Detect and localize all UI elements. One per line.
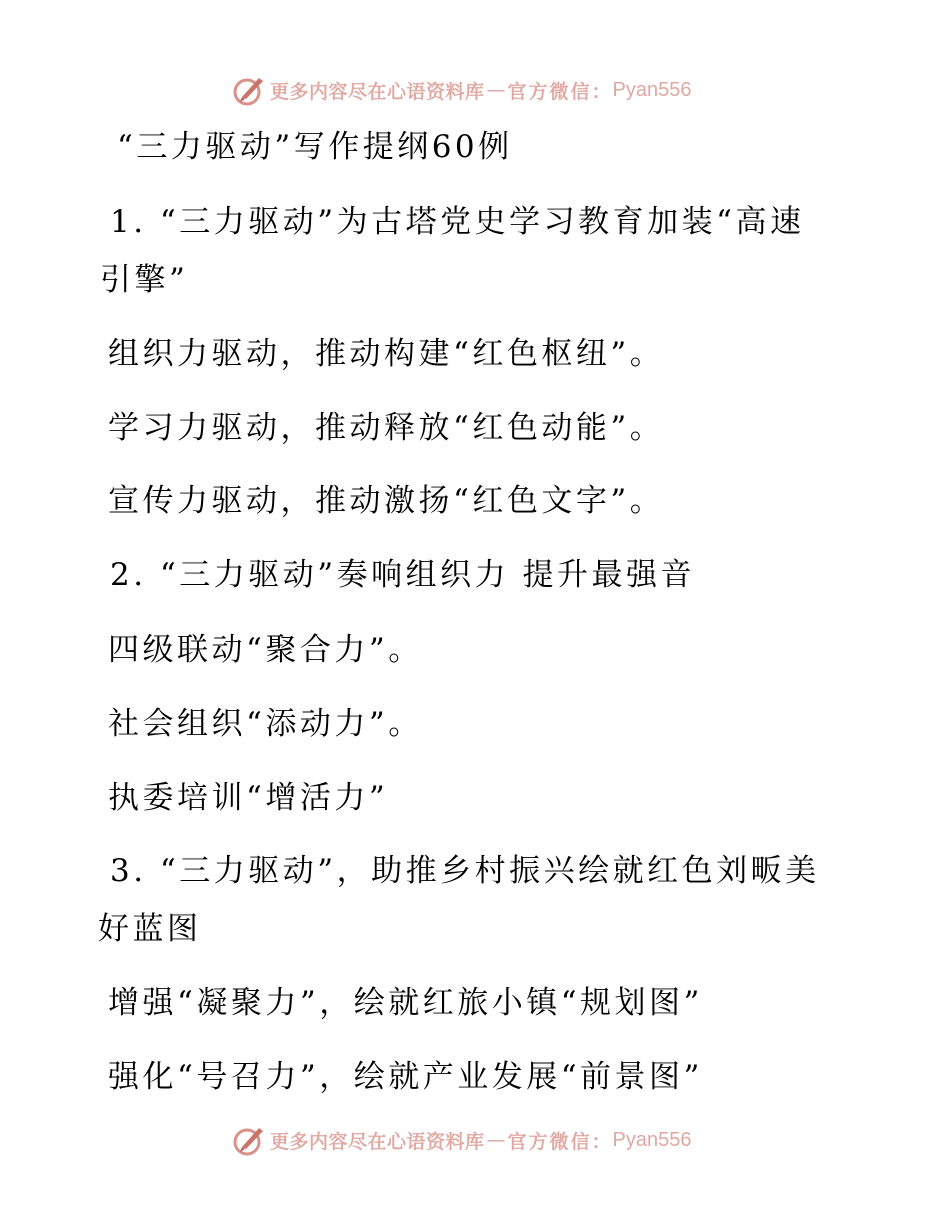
text-line: 宣传力驱动，推动激扬“红色文字”。 — [108, 483, 665, 519]
watermark-dash: — — [486, 79, 506, 101]
watermark-banner-top — [232, 70, 732, 110]
quill-pen-circle-icon — [232, 1123, 266, 1157]
watermark-wechat-id: Pyan556 — [612, 1128, 692, 1151]
watermark-dash: — — [486, 1129, 506, 1151]
text-line: 执委培训“增活力” — [108, 780, 389, 816]
watermark-brand-text: 更多内容尽在心语资料库 — [270, 80, 485, 103]
text-line: 社会组织“添动力”。 — [108, 706, 423, 742]
watermark-wechat-label: 官方微信： — [507, 80, 613, 103]
watermark-wechat-id: Pyan556 — [612, 78, 692, 101]
text-line: 3. “三力驱动”，助推乡村振兴绘就红色刘畈美 — [110, 853, 820, 889]
text-line: 引擎” — [100, 262, 189, 298]
text-line: 1. “三力驱动”为古塔党史学习教育加装“高速 — [110, 204, 805, 240]
watermark-wechat-label: 官方微信： — [507, 1130, 613, 1153]
text-line: 2. “三力驱动”奏响组织力 提升最强音 — [110, 557, 695, 593]
watermark-banner-bottom — [232, 1120, 732, 1160]
text-line: 四级联动“聚合力”。 — [108, 632, 423, 668]
document-title: “三力驱动”写作提纲60例 — [117, 129, 513, 165]
text-line: 增强“凝聚力”，绘就红旅小镇“规划图” — [108, 985, 703, 1021]
text-line: 强化“号召力”，绘就产业发展“前景图” — [108, 1059, 703, 1095]
watermark-brand-text: 更多内容尽在心语资料库 — [270, 1130, 485, 1153]
text-line: 好蓝图 — [98, 911, 202, 947]
text-line: 组织力驱动，推动构建“红色枢纽”。 — [108, 336, 665, 372]
quill-pen-circle-icon — [232, 73, 266, 107]
text-line: 学习力驱动，推动释放“红色动能”。 — [108, 410, 665, 446]
